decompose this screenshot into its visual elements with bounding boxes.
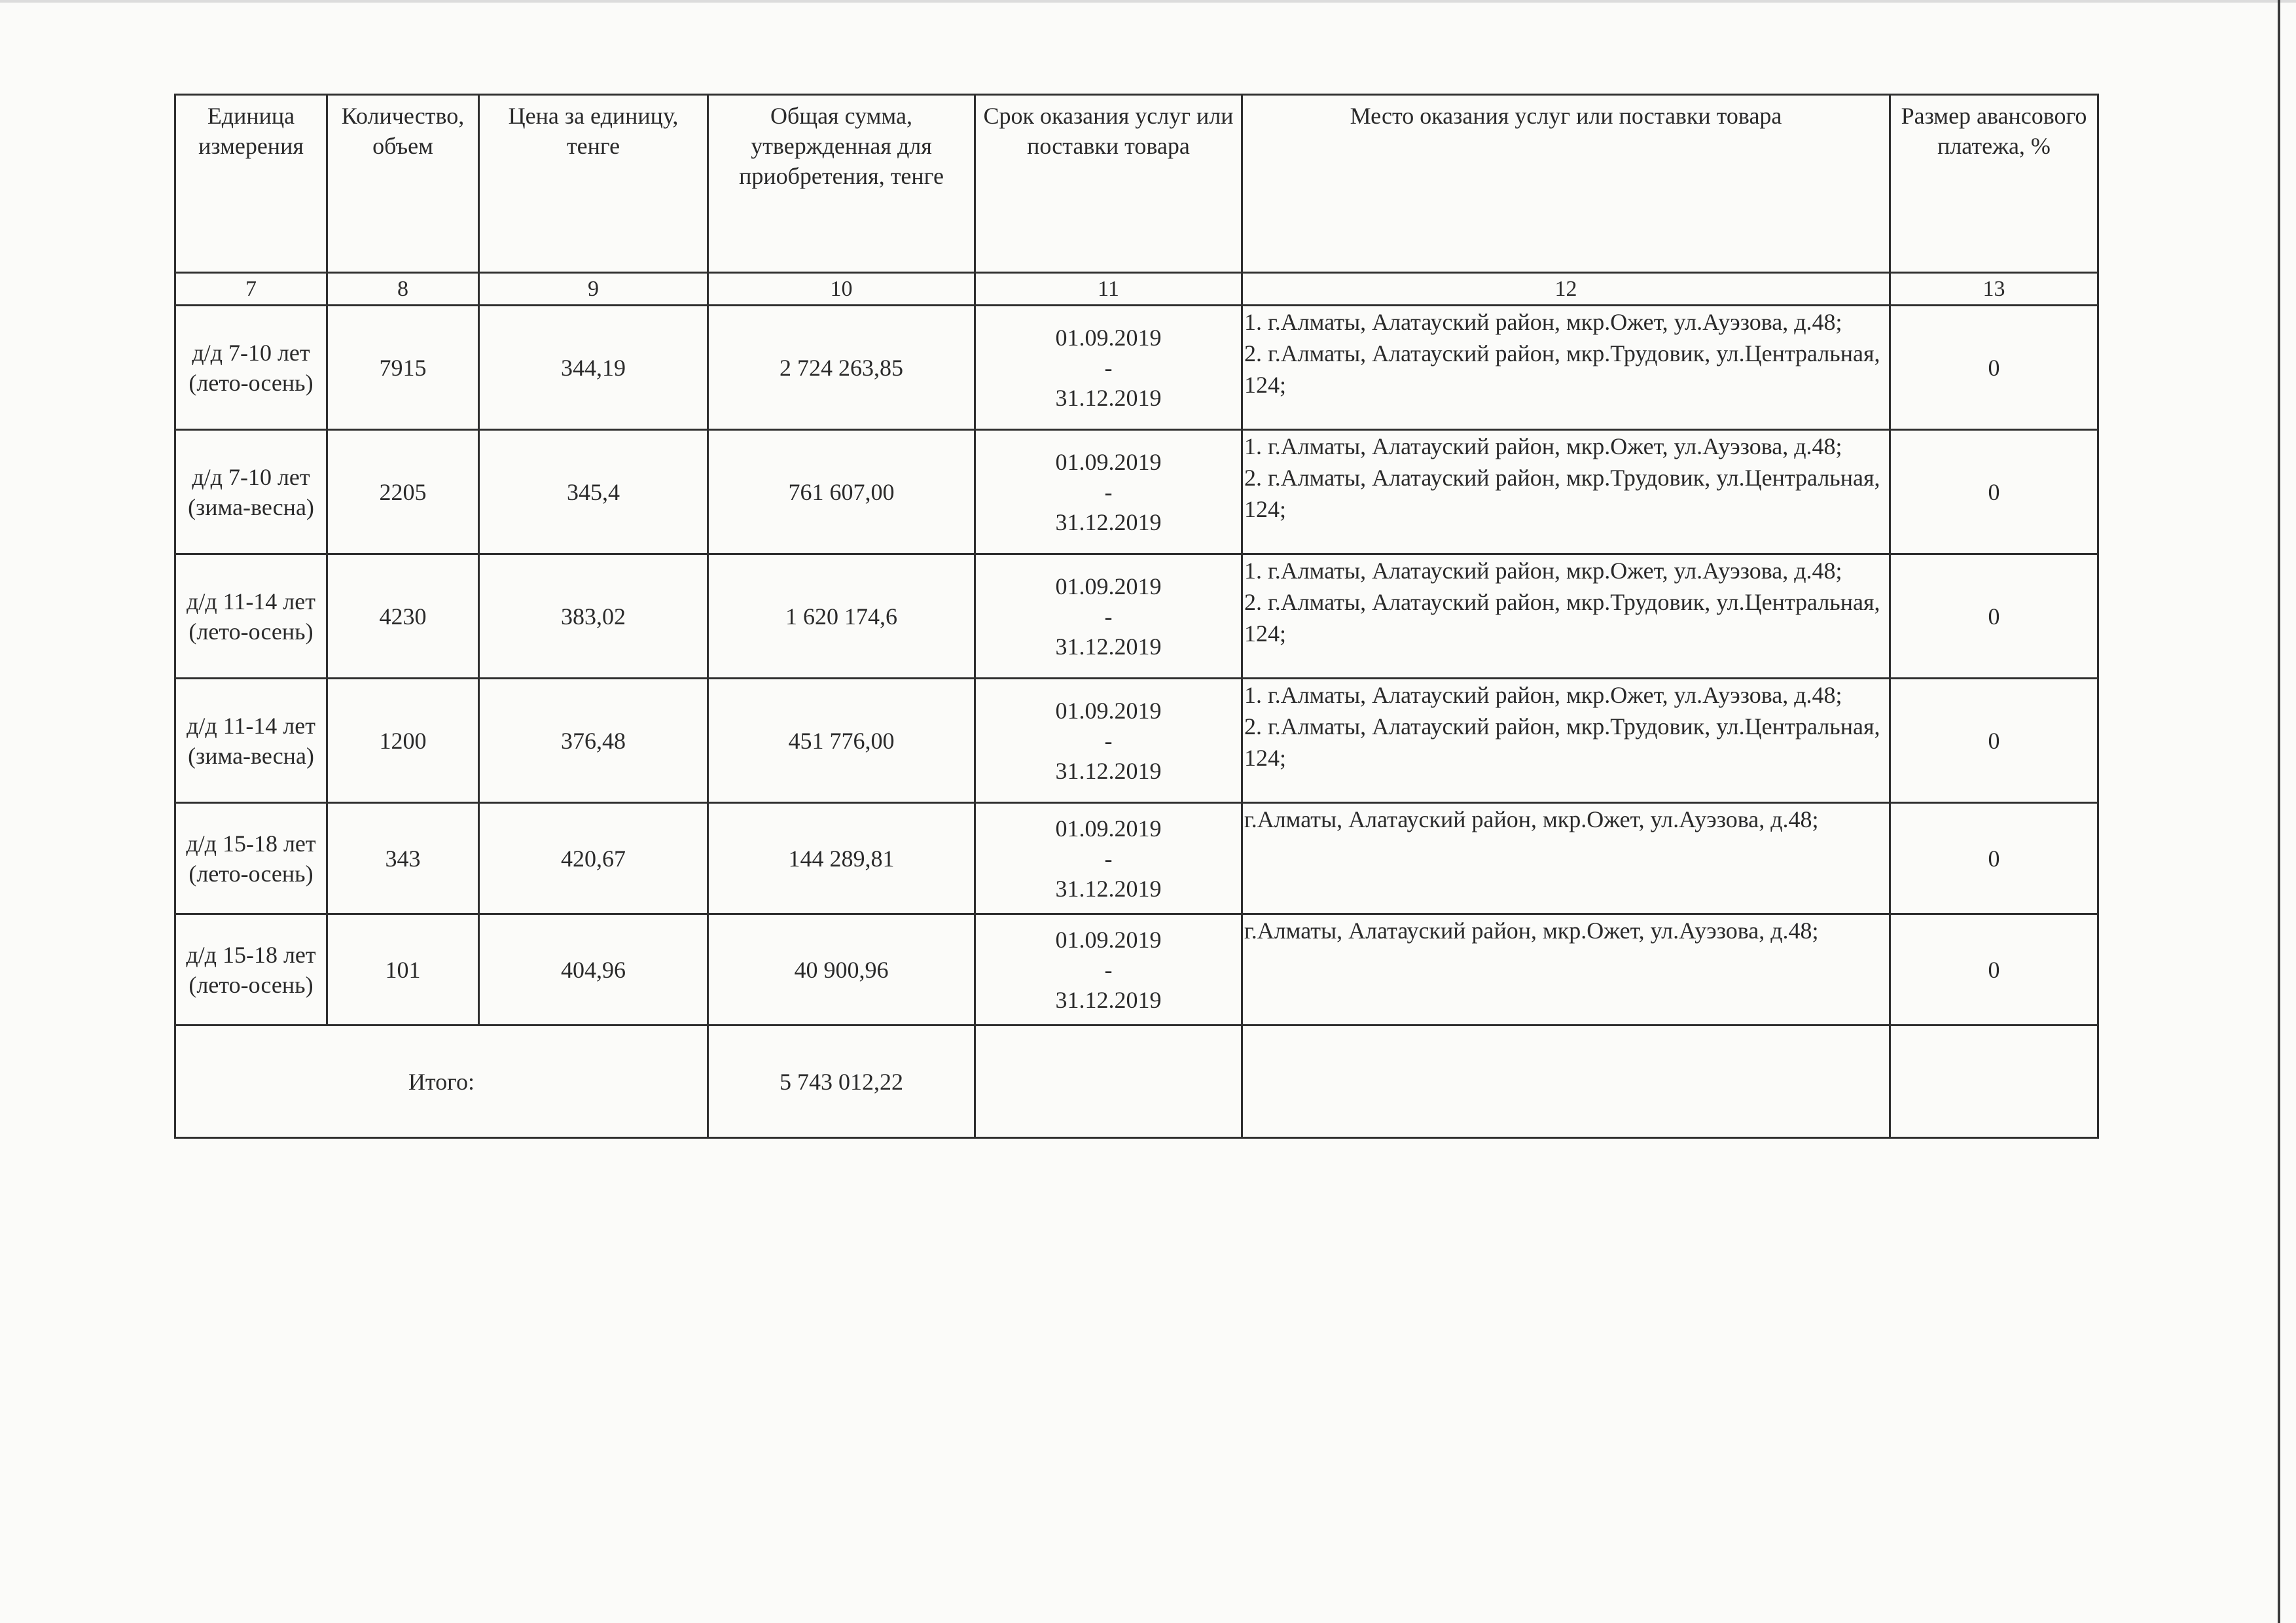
place-line: 2. г.Алматы, Алатауский район, мкр.Трудовик, ул.Центральная, 124; bbox=[1244, 589, 1880, 647]
total-empty-term bbox=[975, 1026, 1242, 1138]
unit-name: д/д 7-10 лет bbox=[192, 339, 310, 366]
advance-cell: 0 bbox=[1890, 554, 2098, 679]
table-row bbox=[175, 679, 2098, 803]
place-line: 2. г.Алматы, Алатауский район, мкр.Трудовик, ул.Центральная, 124; bbox=[1244, 713, 1880, 771]
unit-season: (лето-осень) bbox=[188, 971, 314, 998]
place-line: 1. г.Алматы, Алатауский район, мкр.Ожет, ул.Ауэзова, д.48; bbox=[1244, 558, 1842, 584]
column-number: 13 bbox=[1890, 273, 2098, 306]
place-cell bbox=[1242, 554, 1890, 679]
quantity-cell: 4230 bbox=[327, 554, 479, 679]
term-cell bbox=[975, 679, 1242, 803]
header-price: Цена за единицу, тенге bbox=[479, 95, 708, 273]
unit-cell bbox=[175, 803, 327, 914]
price-cell: 344,19 bbox=[479, 306, 708, 430]
total-cell: 144 289,81 bbox=[708, 803, 975, 914]
term-separator: - bbox=[1104, 354, 1113, 381]
term-cell bbox=[975, 803, 1242, 914]
header-quantity: Количество, объем bbox=[327, 95, 479, 273]
column-number: 10 bbox=[708, 273, 975, 306]
term-start: 01.09.2019 bbox=[1055, 697, 1162, 724]
total-cell: 761 607,00 bbox=[708, 430, 975, 554]
term-separator: - bbox=[1104, 845, 1113, 872]
unit-name: д/д 15-18 лет bbox=[186, 941, 316, 968]
place-cell bbox=[1242, 306, 1890, 430]
term-end: 31.12.2019 bbox=[1055, 508, 1162, 535]
place-line: 1. г.Алматы, Алатауский район, мкр.Ожет, ул.Ауэзова, д.48; bbox=[1244, 433, 1842, 459]
advance-cell: 0 bbox=[1890, 306, 2098, 430]
quantity-cell: 7915 bbox=[327, 306, 479, 430]
unit-season: (зима-весна) bbox=[188, 493, 314, 520]
total-cell: 2 724 263,85 bbox=[708, 306, 975, 430]
place-cell bbox=[1242, 430, 1890, 554]
unit-season: (лето-осень) bbox=[188, 618, 314, 645]
place-cell bbox=[1242, 679, 1890, 803]
column-number: 12 bbox=[1242, 273, 1890, 306]
unit-cell bbox=[175, 914, 327, 1026]
unit-cell bbox=[175, 554, 327, 679]
header-unit: Единица измерения bbox=[175, 95, 327, 273]
place-line: 2. г.Алматы, Алатауский район, мкр.Трудовик, ул.Центральная, 124; bbox=[1244, 465, 1880, 522]
total-cell: 40 900,96 bbox=[708, 914, 975, 1026]
procurement-table bbox=[174, 94, 2099, 1139]
scan-top-edge bbox=[0, 0, 2296, 3]
header-row bbox=[175, 95, 2098, 273]
price-cell: 345,4 bbox=[479, 430, 708, 554]
header-advance: Размер авансового платежа, % bbox=[1890, 95, 2098, 273]
column-number-row bbox=[175, 273, 2098, 306]
unit-season: (лето-осень) bbox=[188, 860, 314, 887]
term-end: 31.12.2019 bbox=[1055, 633, 1162, 660]
table-row bbox=[175, 554, 2098, 679]
term-separator: - bbox=[1104, 727, 1113, 754]
header-place: Место оказания услуг или поставки товара bbox=[1242, 95, 1890, 273]
term-start: 01.09.2019 bbox=[1055, 324, 1162, 351]
term-cell bbox=[975, 914, 1242, 1026]
table-row bbox=[175, 914, 2098, 1026]
header-term: Срок оказания услуг или поставки товара bbox=[975, 95, 1242, 273]
header-total: Общая сумма, утвержденная для приобретения, тенге bbox=[708, 95, 975, 273]
total-amount: 5 743 012,22 bbox=[708, 1026, 975, 1138]
table-row bbox=[175, 803, 2098, 914]
total-row bbox=[175, 1026, 2098, 1138]
procurement-table-container bbox=[174, 94, 2097, 1139]
total-label: Итого: bbox=[175, 1026, 708, 1138]
term-start: 01.09.2019 bbox=[1055, 926, 1162, 953]
unit-cell bbox=[175, 679, 327, 803]
term-start: 01.09.2019 bbox=[1055, 448, 1162, 475]
term-end: 31.12.2019 bbox=[1055, 875, 1162, 902]
term-end: 31.12.2019 bbox=[1055, 986, 1162, 1013]
total-cell: 451 776,00 bbox=[708, 679, 975, 803]
unit-name: д/д 15-18 лет bbox=[186, 830, 316, 857]
total-empty-advance bbox=[1890, 1026, 2098, 1138]
quantity-cell: 101 bbox=[327, 914, 479, 1026]
place-line: 1. г.Алматы, Алатауский район, мкр.Ожет, ул.Ауэзова, д.48; bbox=[1244, 309, 1842, 335]
unit-name: д/д 7-10 лет bbox=[192, 463, 310, 490]
quantity-cell: 343 bbox=[327, 803, 479, 914]
price-cell: 376,48 bbox=[479, 679, 708, 803]
term-cell bbox=[975, 430, 1242, 554]
quantity-cell: 2205 bbox=[327, 430, 479, 554]
term-cell bbox=[975, 554, 1242, 679]
term-separator: - bbox=[1104, 956, 1113, 983]
unit-cell bbox=[175, 306, 327, 430]
place-line: г.Алматы, Алатауский район, мкр.Ожет, ул.Ауэзова, д.48; bbox=[1244, 918, 1819, 944]
place-line: г.Алматы, Алатауский район, мкр.Ожет, ул.Ауэзова, д.48; bbox=[1244, 806, 1819, 832]
advance-cell: 0 bbox=[1890, 430, 2098, 554]
unit-season: (зима-весна) bbox=[188, 742, 314, 769]
advance-cell: 0 bbox=[1890, 679, 2098, 803]
column-number: 9 bbox=[479, 273, 708, 306]
place-cell bbox=[1242, 803, 1890, 914]
scan-right-edge bbox=[2278, 0, 2280, 1623]
advance-cell: 0 bbox=[1890, 803, 2098, 914]
column-number: 8 bbox=[327, 273, 479, 306]
column-number: 11 bbox=[975, 273, 1242, 306]
term-separator: - bbox=[1104, 603, 1113, 630]
total-cell: 1 620 174,6 bbox=[708, 554, 975, 679]
place-line: 1. г.Алматы, Алатауский район, мкр.Ожет, ул.Ауэзова, д.48; bbox=[1244, 682, 1842, 708]
unit-season: (лето-осень) bbox=[188, 369, 314, 396]
term-start: 01.09.2019 bbox=[1055, 815, 1162, 842]
table-row bbox=[175, 306, 2098, 430]
term-end: 31.12.2019 bbox=[1055, 757, 1162, 784]
term-start: 01.09.2019 bbox=[1055, 573, 1162, 599]
total-empty-place bbox=[1242, 1026, 1890, 1138]
price-cell: 404,96 bbox=[479, 914, 708, 1026]
price-cell: 420,67 bbox=[479, 803, 708, 914]
price-cell: 383,02 bbox=[479, 554, 708, 679]
place-cell bbox=[1242, 914, 1890, 1026]
term-end: 31.12.2019 bbox=[1055, 384, 1162, 411]
column-number: 7 bbox=[175, 273, 327, 306]
unit-name: д/д 11-14 лет bbox=[187, 712, 315, 739]
unit-name: д/д 11-14 лет bbox=[187, 588, 315, 615]
term-separator: - bbox=[1104, 478, 1113, 505]
place-line: 2. г.Алматы, Алатауский район, мкр.Трудовик, ул.Центральная, 124; bbox=[1244, 340, 1880, 398]
term-cell bbox=[975, 306, 1242, 430]
unit-cell bbox=[175, 430, 327, 554]
advance-cell: 0 bbox=[1890, 914, 2098, 1026]
quantity-cell: 1200 bbox=[327, 679, 479, 803]
table-row bbox=[175, 430, 2098, 554]
